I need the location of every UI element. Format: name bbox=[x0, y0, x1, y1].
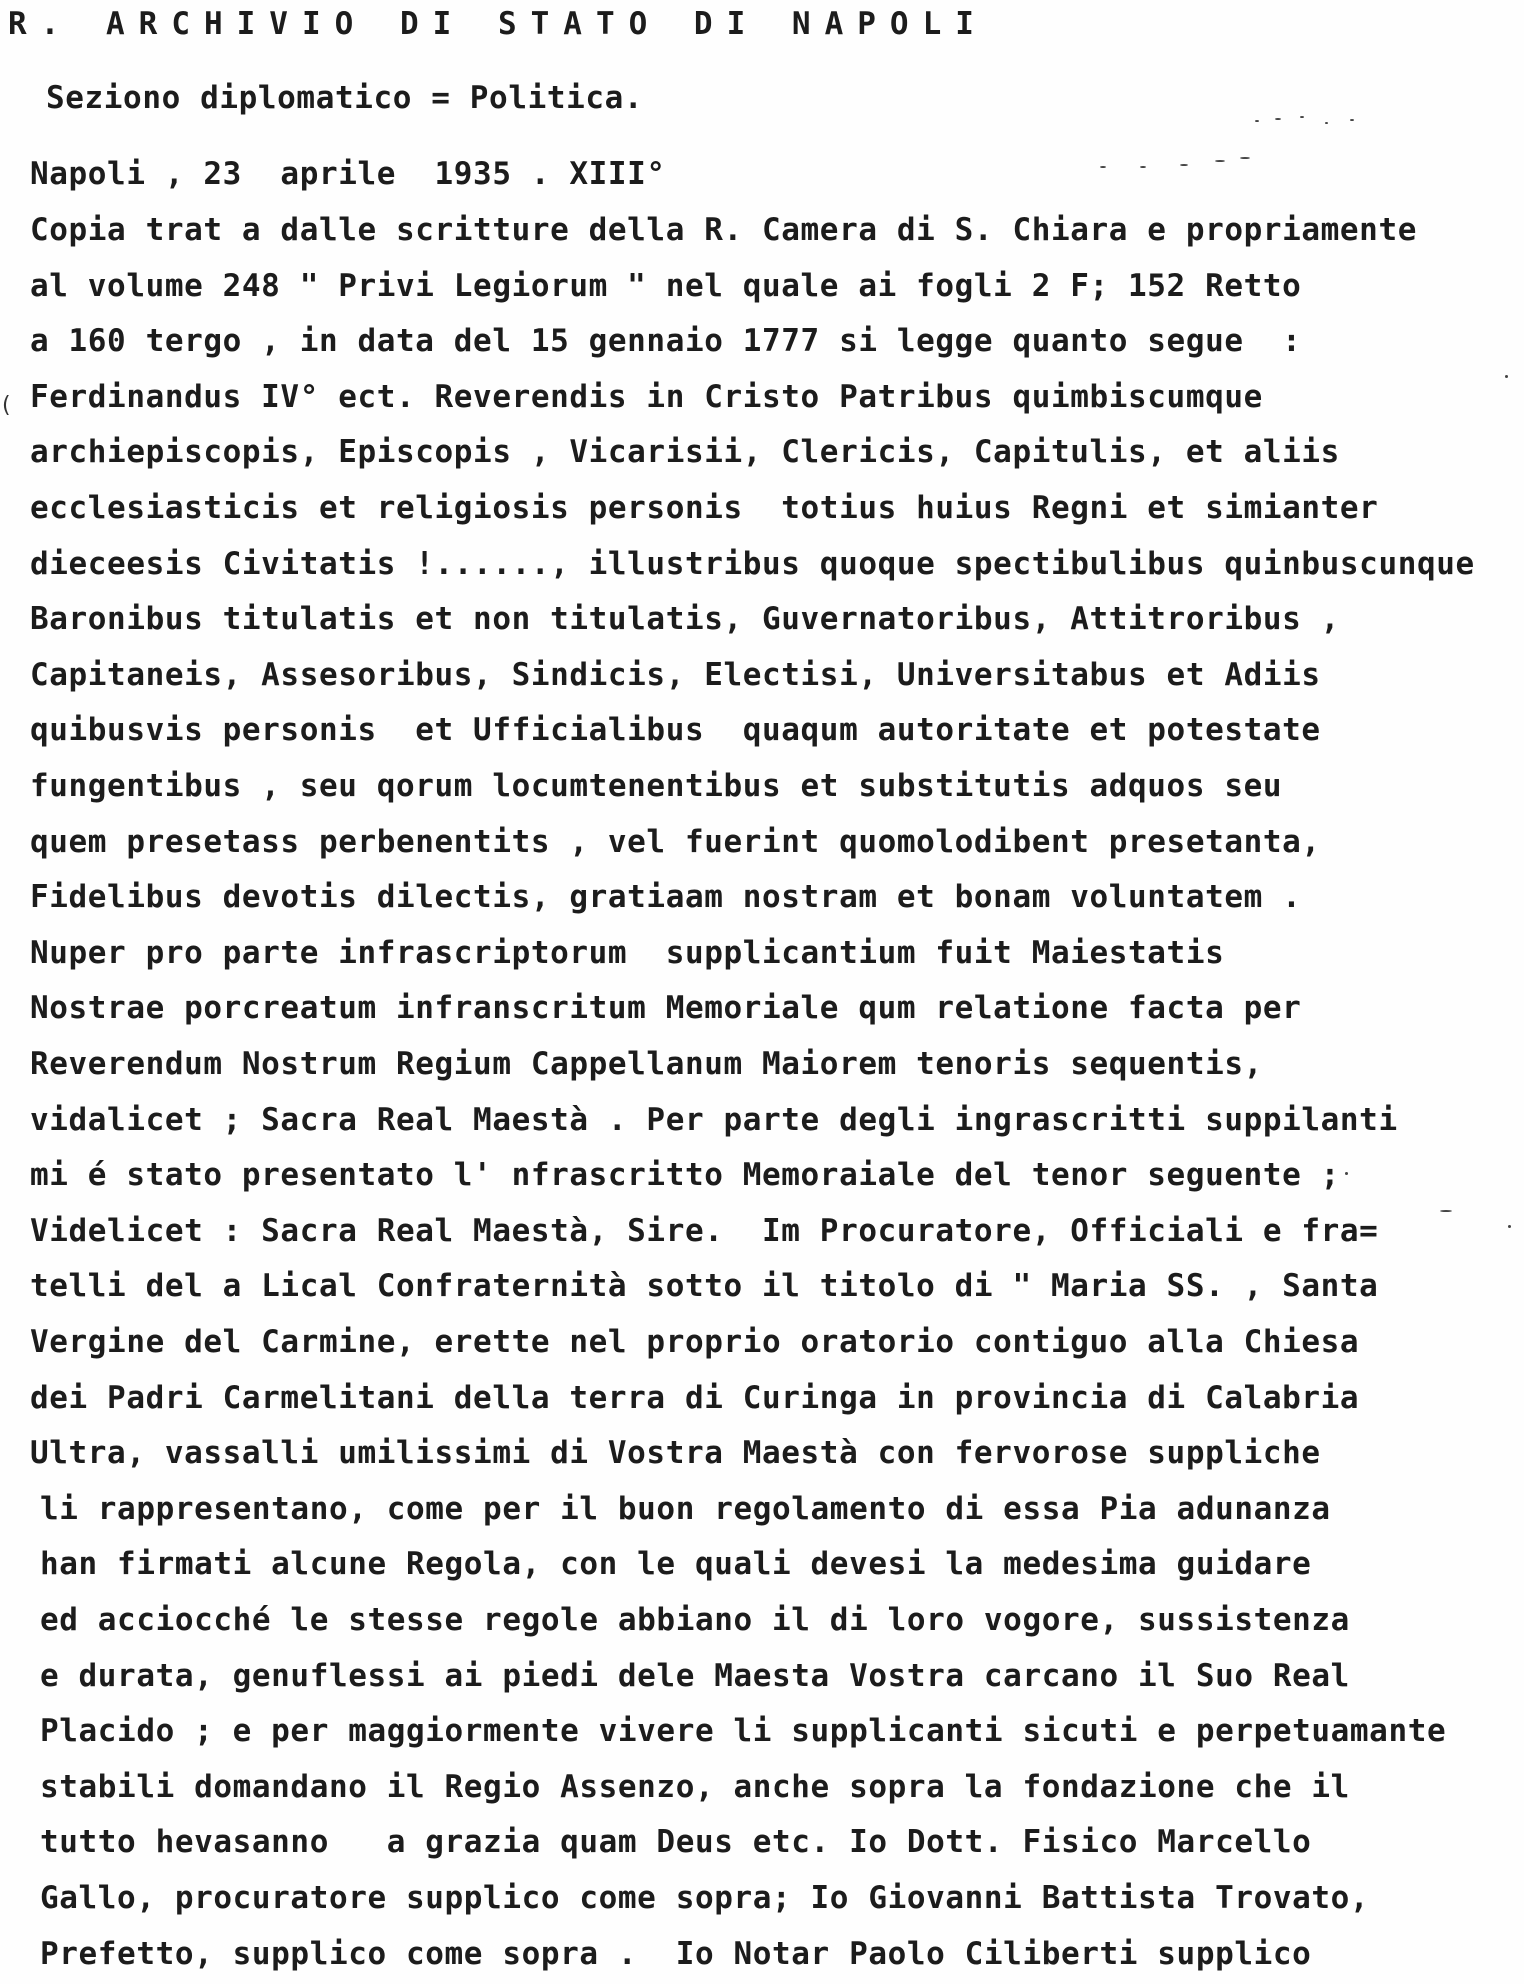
body-line: han firmati alcune Regola, con le quali devesi la medesima guidare bbox=[40, 1546, 1312, 1582]
body-line: mi é stato presentato l' nfrascritto Memoraiale del tenor seguente ; bbox=[30, 1157, 1340, 1193]
body-line: Baronibus titulatis et non titulatis, Guvernatoribus, Attitroribus , bbox=[30, 601, 1340, 637]
body-line: Nostrae porcreatum infranscritum Memoriale qum relatione facta per bbox=[30, 990, 1302, 1026]
body-line: al volume 248 " Privi Legiorum " nel quale ai fogli 2 F; 152 Retto bbox=[30, 268, 1302, 304]
body-line: Videlicet : Sacra Real Maestà, Sire. Im Procuratore, Officiali e fra= bbox=[30, 1213, 1379, 1249]
body-line: Ferdinandus IV° ect. Reverendis in Cristo Patribus quimbiscumque bbox=[30, 379, 1263, 415]
body-line: Capitaneis, Assesoribus, Sindicis, Electisi, Universitabus et Adiis bbox=[30, 657, 1321, 693]
section-title: Seziono diplomatico = Politica. bbox=[46, 80, 644, 116]
body-line: a 160 tergo , in data del 15 gennaio 1777 si legge quanto segue : bbox=[30, 323, 1302, 359]
body-line: telli del a Lical Confraternità sotto il titolo di " Maria SS. , Santa bbox=[30, 1268, 1379, 1304]
margin-mark: ( bbox=[2, 393, 11, 418]
body-line: archiepiscopis, Episcopis , Vicarisii, Clericis, Capitulis, et aliis bbox=[30, 434, 1340, 470]
body-line: fungentibus , seu qorum locumtenentibus et substitutis adquos seu bbox=[30, 768, 1283, 804]
body-line: Vergine del Carmine, erette nel proprio oratorio contiguo alla Chiesa bbox=[30, 1324, 1360, 1360]
body-line: dei Padri Carmelitani della terra di Curinga in provincia di Calabria bbox=[30, 1380, 1360, 1416]
body-line: stabili domandano il Regio Assenzo, anche sopra la fondazione che il bbox=[40, 1769, 1350, 1805]
body-line: Ultra, vassalli umilissimi di Vostra Maestà con fervorose suppliche bbox=[30, 1435, 1321, 1471]
body-line: Placido ; e per maggiormente vivere li supplicanti sicuti e perpetuamante bbox=[40, 1713, 1447, 1749]
body-line: ecclesiasticis et religiosis personis totius huius Regni et simianter bbox=[30, 490, 1379, 526]
body-line: Gallo, procuratore supplico come sopra; Io Giovanni Battista Trovato, bbox=[40, 1880, 1370, 1916]
body-line: Reverendum Nostrum Regium Cappellanum Maiorem tenoris sequentis, bbox=[30, 1046, 1263, 1082]
body-line: Prefetto, supplico come sopra . Io Notar Paolo Ciliberti supplico bbox=[40, 1936, 1312, 1972]
body-line: tutto hevasanno a grazia quam Deus etc. Io Dott. Fisico Marcello bbox=[40, 1824, 1312, 1860]
body-line: ed acciocché le stesse regole abbiano il di loro vogore, sussistenza bbox=[40, 1602, 1350, 1638]
archive-header: R. ARCHIVIO DI STATO DI NAPOLI bbox=[8, 6, 988, 42]
date-line: Napoli , 23 aprile 1935 . XIII° bbox=[30, 156, 666, 192]
body-line: Fidelibus devotis dilectis, gratiaam nostram et bonam voluntatem . bbox=[30, 879, 1302, 915]
body-line: li rappresentano, come per il buon regolamento di essa Pia adunanza bbox=[40, 1491, 1331, 1527]
body-line: Nuper pro parte infrascriptorum supplicantium fuit Maiestatis bbox=[30, 935, 1225, 971]
body-line: quem presetass perbenentits , vel fuerint quomolodibent presetanta, bbox=[30, 824, 1321, 860]
body-line: Copia trat a dalle scritture della R. Camera di S. Chiara e propriamente bbox=[30, 212, 1417, 248]
body-line: vidalicet ; Sacra Real Maestà . Per parte degli ingrascritti suppilanti bbox=[30, 1102, 1398, 1138]
body-line: quibusvis personis et Ufficialibus quaqum autoritate et potestate bbox=[30, 712, 1321, 748]
body-line: dieceesis Civitatis !......, illustribus quoque spectibulibus quinbuscunque bbox=[30, 546, 1475, 582]
body-line: e durata, genuflessi ai piedi dele Maesta Vostra carcano il Suo Real bbox=[40, 1658, 1350, 1694]
